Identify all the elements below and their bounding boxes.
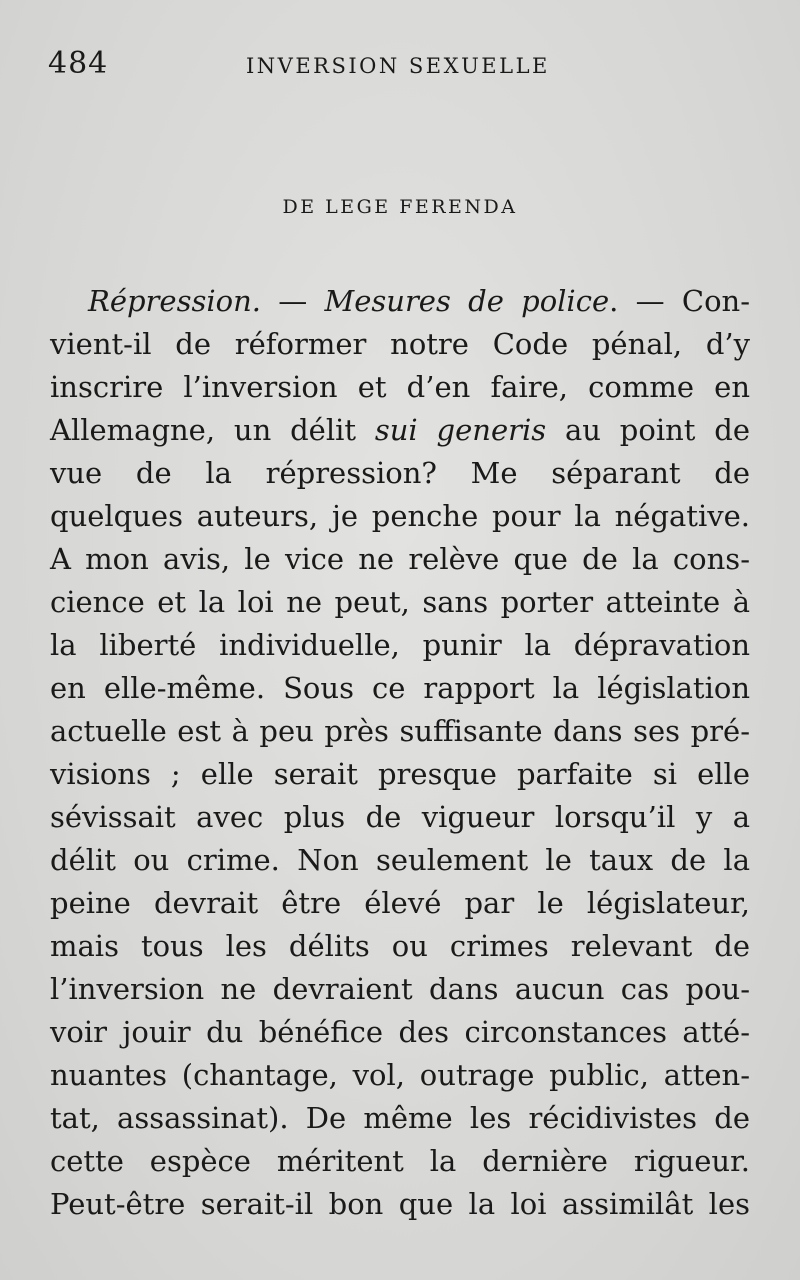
text-line-18: voir jouir du bénéfice des circonstances atté- [50,1015,750,1049]
text-line-20: tat, assassinat). De même les récidivistes de [50,1101,750,1135]
text-line-6: quelques auteurs, je penche pour la négative. [50,499,750,533]
text-line-10: en elle-même. Sous ce rapport la législation [50,671,750,705]
text-line-7: A mon avis, le vice ne relève que de la cons- [50,542,750,576]
text-line-22: Peut-être serait-il bon que la loi assimilât les [50,1187,750,1221]
text-line-21: cette espèce méritent la dernière rigueur. [50,1144,750,1178]
section-heading-text: DE LEGE FERENDA [282,196,518,218]
italic-sui-generis: sui generis [374,413,547,447]
text-line-12: visions ; elle serait presque parfaite si elle [50,757,750,791]
text-line-16: mais tous les délits ou crimes relevant de [50,929,750,963]
text-line-4 [50,409,750,452]
lead-rest: . — Con- [609,284,750,318]
running-head [48,46,748,86]
running-title: INVERSION SEXUELLE [246,54,550,78]
text-line-17: l’inversion ne devraient dans aucun cas pou- [50,972,750,1006]
italic-lead-repression: Répression. [88,284,261,318]
text-line-19: nuantes (chantage, vol, outrage public, atten- [50,1058,750,1092]
page-number: 484 [48,46,109,81]
text-line-14: délit ou crime. Non seulement le taux de la [50,843,750,877]
text-line-3: inscrire l’inversion et d’en faire, comme en [50,370,750,404]
text-line-11: actuelle est à peu près suffisante dans ses pré- [50,714,750,748]
text-line-2: vient-il de réformer notre Code pénal, d’y [50,327,750,361]
text-line-9: la liberté individuelle, punir la dépravation [50,628,750,662]
text-line-13: sévissait avec plus de vigueur lorsqu’il y a [50,800,750,834]
body-text [50,280,750,1226]
lead-dash: — [260,284,325,318]
line-4-post: au point de [546,413,750,447]
italic-lead-mesures: Mesures de police [324,284,610,318]
text-line-5: vue de la répression? Me séparant de [50,456,750,490]
text-line-1 [50,280,750,323]
line-4-pre: Allemagne, un délit [50,413,375,447]
section-heading [0,196,800,218]
text-line-8: cience et la loi ne peut, sans porter atteinte à [50,585,750,619]
text-line-15: peine devrait être élevé par le législateur, [50,886,750,920]
